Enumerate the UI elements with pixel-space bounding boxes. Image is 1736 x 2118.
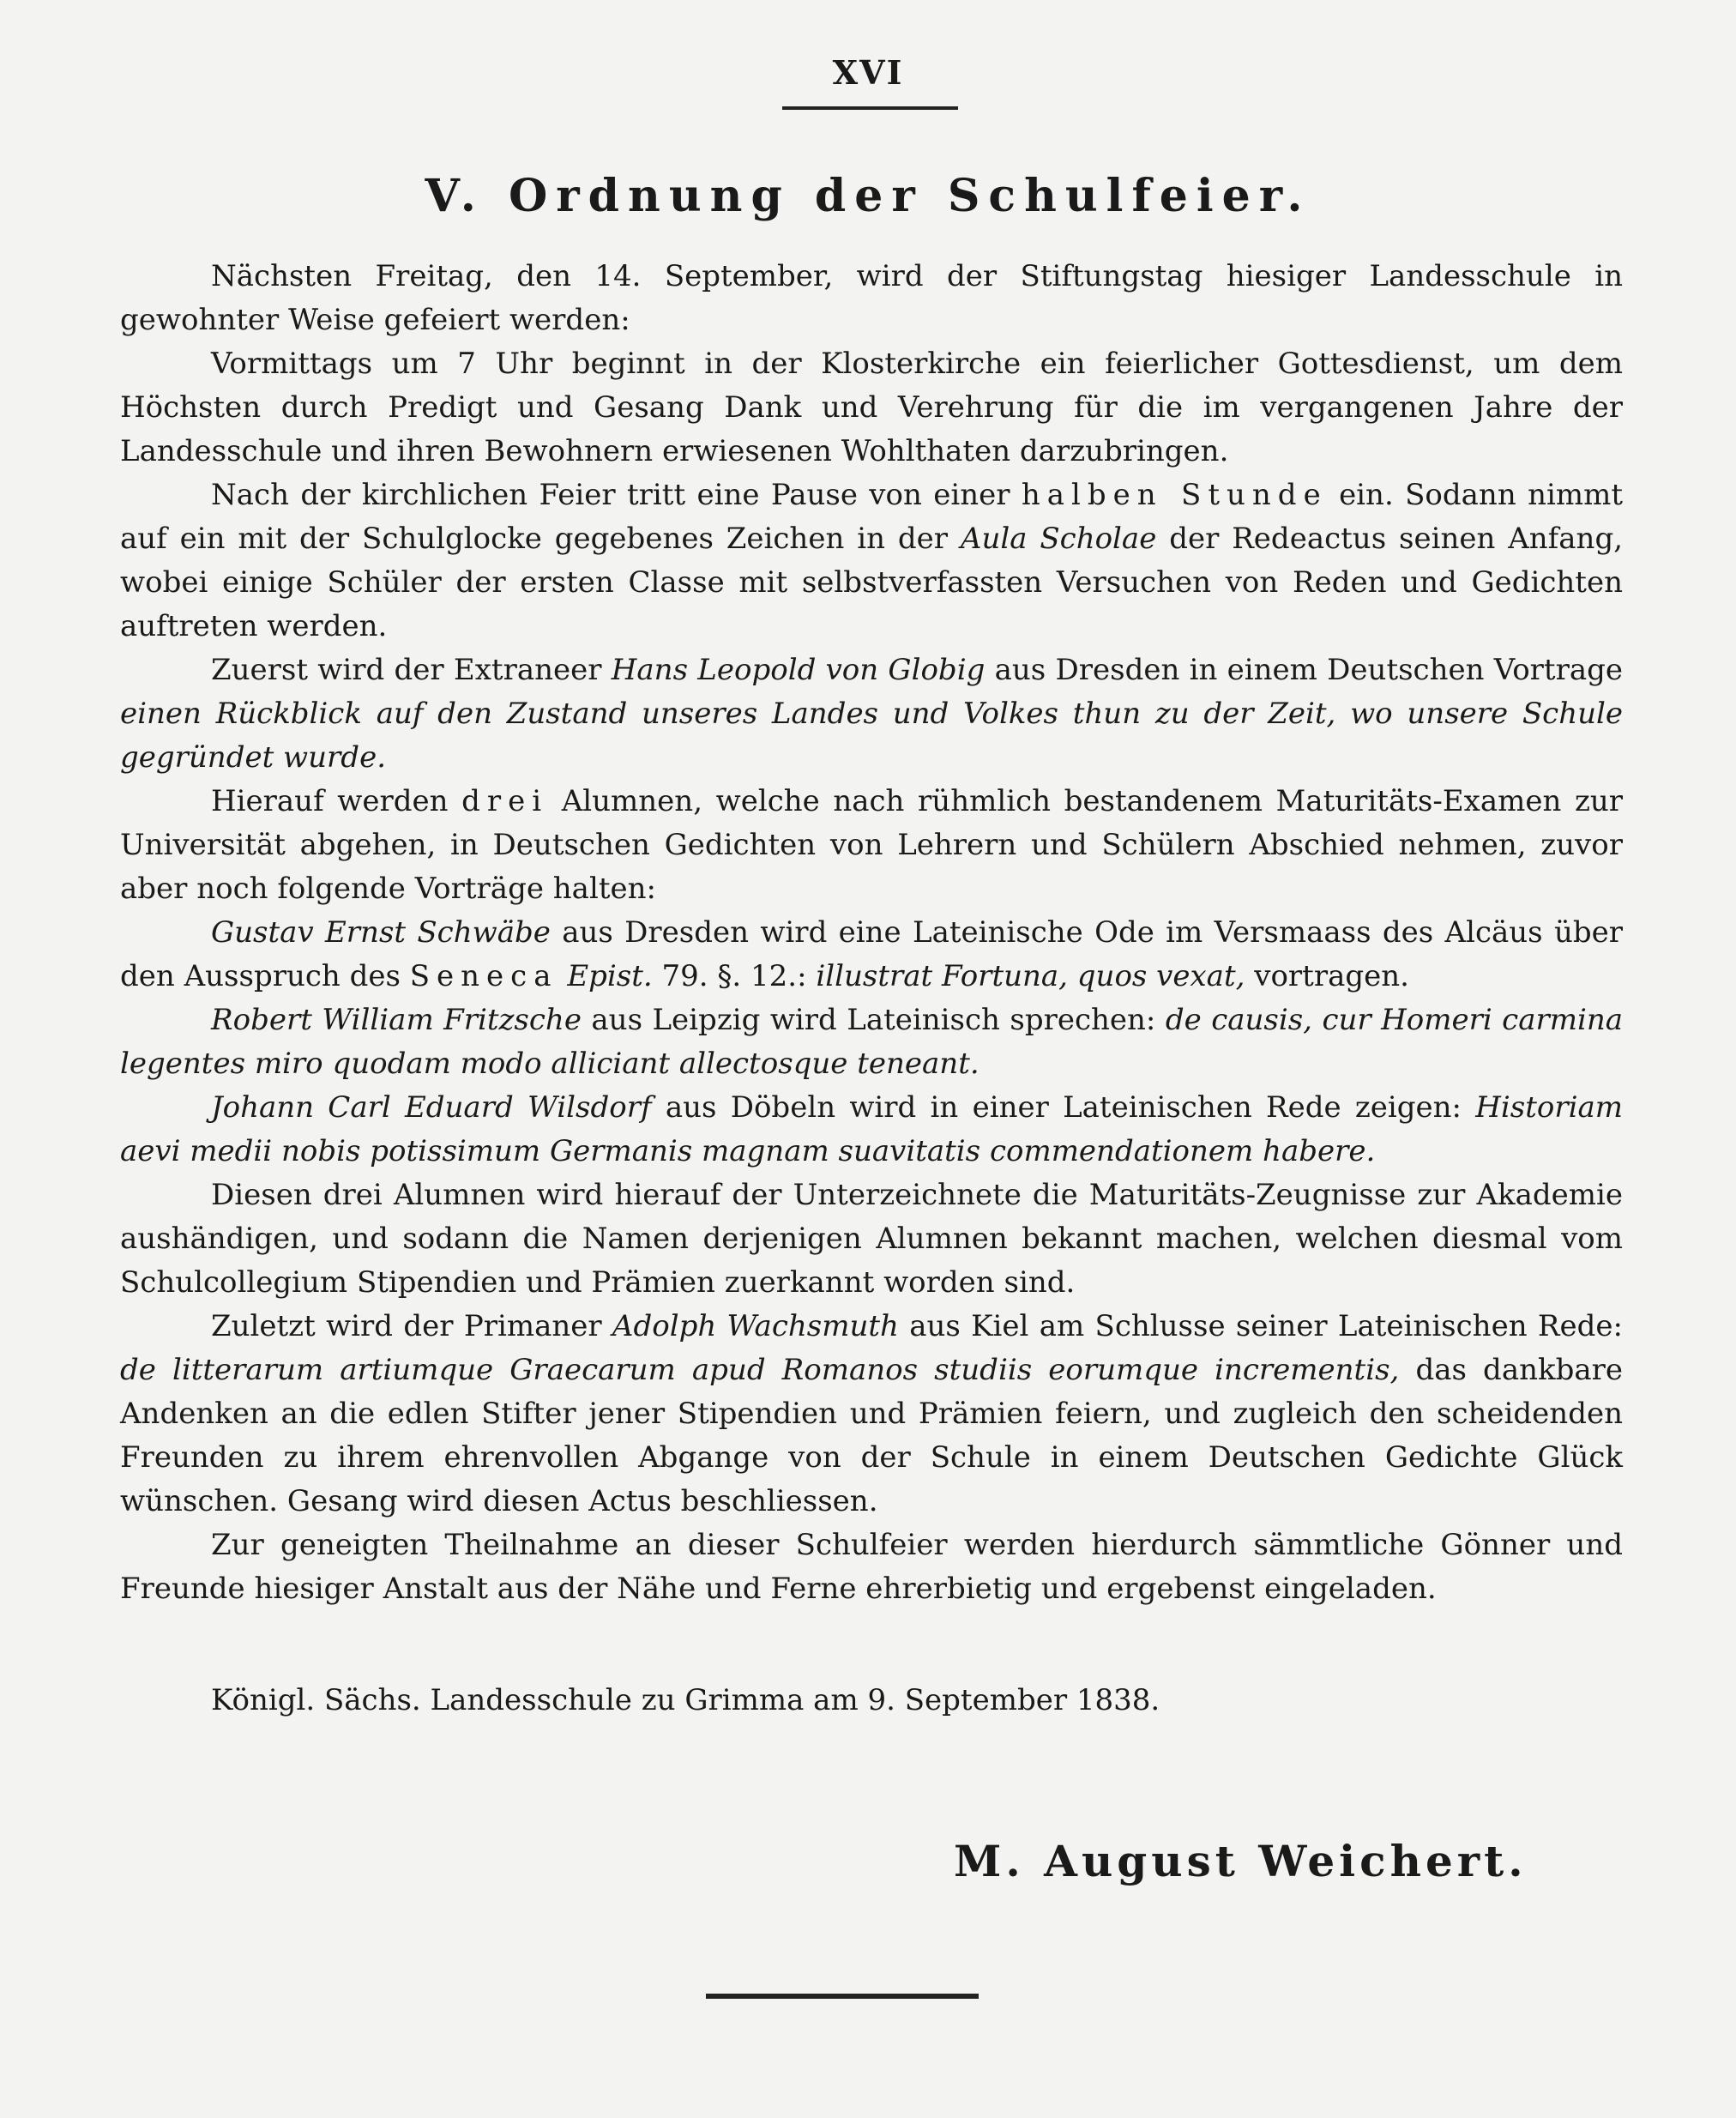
signature: M. August Weichert.: [954, 1836, 1528, 1886]
pause-text-a: Nach der kirchlichen Feier tritt eine Pause von einer: [211, 478, 1010, 512]
aula-scholae: Aula Scholae: [960, 522, 1157, 556]
paragraph-first-speaker: [120, 649, 1623, 780]
wachsmuth-text-e: das dankbare Andenken an die edlen Stifter jener Stipendien und Prämien feiern, und zugleich den scheidenden Freunden zu ihrem ehrenvollen Abgange von der Schule in einem Deutschen Gedichte Glück wünschen. Gesang wird diesen Actus beschliessen.: [120, 1353, 1623, 1518]
body-text: [120, 255, 1623, 1611]
topic-wilsdorf: Historiam aevi medii nobis potissimum Germanis magnam suavitatis commendationem habere.: [120, 1090, 1623, 1168]
alumni-text-spaced: drei: [461, 784, 549, 818]
paragraph-alumni: [120, 780, 1623, 911]
dateline: Königl. Sächs. Landesschule zu Grimma am 9. September 1838.: [211, 1683, 1160, 1717]
speaker-name-wachsmuth: Adolph Wachsmuth: [612, 1309, 899, 1343]
invitation-text: Zur geneigten Theilnahme an dieser Schulfeier werden hierdurch sämmtliche Gönner und Freunde hiesiger Anstalt aus der Nähe und Ferne ehrerbietig und ergebenst eingeladen.: [120, 1528, 1623, 1606]
paragraph-announcement: [120, 255, 1623, 342]
paragraph-fritzsche: [120, 999, 1623, 1086]
service-text: Vormittags um 7 Uhr beginnt in der Klosterkirche ein feierlicher Gottesdienst, um dem Höchsten durch Predigt und Gesang Dank und Verehrung für die im vergangenen Jahre der Landesschule und ihren Bewohnern erwiesenen Wohlthaten darzubringen.: [120, 347, 1623, 468]
epist-label: Epist.: [567, 959, 653, 993]
schwaebe-ref: 79. §. 12.:: [661, 959, 807, 993]
paragraph-pause: [120, 474, 1623, 649]
paragraph-wilsdorf: [120, 1086, 1623, 1174]
page-number: XVI: [832, 53, 904, 92]
pause-text-e: der Redeactus seinen Anfang, wobei einige Schüler der ersten Classe mit selbstverfassten Versuchen von Reden und Gedichten auftreten werden.: [120, 522, 1624, 643]
alumni-text-c: Alumnen, welche nach rühmlich bestandenem Maturitäts-Examen zur Universität abgehen, in Deutschen Gedichten von Lehrern und Schülern Abschied nehmen, zuvor aber noch folgende Vorträge halten:: [120, 784, 1624, 906]
header-rule: [782, 106, 958, 110]
pause-text-c: ein. Sodann nimmt auf ein mit der Schulglocke gegebenes Zeichen in der: [120, 478, 1623, 556]
announcement-text: Nächsten Freitag, den 14. September, wird der Stiftungstag hiesiger Landesschule in gewohnter Weise gefeiert werden:: [120, 259, 1623, 337]
speaker-name-globig: Hans Leopold von Globig: [611, 653, 986, 687]
first-speaker-text-c: aus Dresden in einem Deutschen Vortrage: [994, 653, 1623, 687]
fritzsche-text-b: aus Leipzig wird Lateinisch sprechen:: [591, 1003, 1156, 1037]
alumni-text-a: Hierauf werden: [211, 784, 449, 818]
first-speaker-text-a: Zuerst wird der Extraneer: [211, 653, 602, 687]
paragraph-invitation: [120, 1524, 1623, 1611]
speaker-name-fritzsche: Robert William Fritzsche: [211, 1003, 582, 1037]
topic-globig: einen Rückblick auf den Zustand unseres Landes und Volkes thun zu der Zeit, wo unsere Schule gegründet wurde.: [120, 697, 1623, 775]
schwaebe-text-b: aus Dresden wird eine Lateinische Ode im Versmaass des Alcäus über den Ausspruch des: [120, 915, 1623, 993]
topic-wachsmuth: de litterarum artiumque Graecarum apud Romanos studiis eorumque incrementis,: [120, 1353, 1400, 1387]
wachsmuth-text-c: aus Kiel am Schlusse seiner Lateinischen Rede:: [909, 1309, 1623, 1343]
certificates-text: Diesen drei Alumnen wird hierauf der Unterzeichnete die Maturitäts-Zeugnisse zur Akademie aushändigen, und sodann die Namen derjenigen Alumnen bekannt machen, welchen diesmal vom Schulcollegium Stipendien und Prämien zuerkannt worden sind.: [120, 1178, 1623, 1300]
seneca-spaced: Seneca: [409, 959, 558, 993]
paragraph-certificates: [120, 1174, 1623, 1305]
paragraph-service: [120, 342, 1623, 474]
paragraph-wachsmuth: [120, 1305, 1623, 1524]
section-title: V. Ordnung der Schulfeier.: [425, 170, 1311, 222]
wachsmuth-text-a: Zuletzt wird der Primaner: [211, 1309, 602, 1343]
topic-schwaebe: illustrat Fortuna, quos vexat,: [816, 959, 1245, 993]
paragraph-schwaebe: [120, 911, 1623, 999]
pause-text-spaced: halben Stunde: [1021, 478, 1328, 512]
speaker-name-wilsdorf: Johann Carl Eduard Wilsdorf: [211, 1090, 652, 1125]
wilsdorf-text-b: aus Döbeln wird in einer Lateinischen Rede zeigen:: [665, 1090, 1462, 1125]
speaker-name-schwaebe: Gustav Ernst Schwäbe: [211, 915, 551, 950]
topic-fritzsche: de causis, cur Homeri carmina legentes miro quodam modo alliciant allectosque teneant.: [120, 1003, 1623, 1081]
schwaebe-text-g: vortragen.: [1254, 959, 1409, 993]
footer-rule: [706, 1994, 979, 1999]
